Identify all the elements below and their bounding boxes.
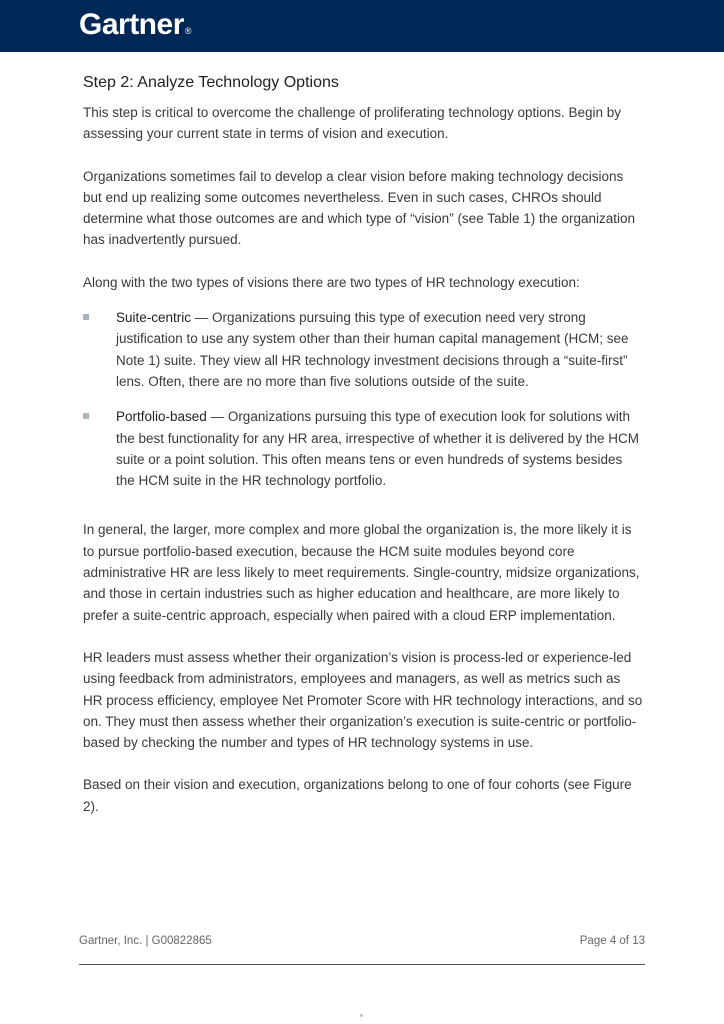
footer-page-number: Page 4 of 13 — [579, 935, 645, 947]
bullet-text: — Organizations pursuing this type of execution need very strong justification to use any system other than their human capital management (HCM; see Note 1) suite. They view all HR technology investment decisions through a “suite-first” lens. Often, there are no more than five solutions outside of the suite. — [116, 310, 629, 389]
page-marker-dot — [360, 1014, 363, 1017]
header-bar — [0, 0, 724, 52]
list-item — [83, 406, 643, 491]
paragraph: Along with the two types of visions there are two types of HR technology execution: — [83, 274, 580, 290]
paragraph: This step is critical to overcome the challenge of proliferating technology options. Begin by assessing your current state in terms of vision and execution. — [83, 105, 622, 142]
paragraph: In general, the larger, more complex and more global the organization is, the more likely it is to pursue portfolio-based execution, because the HCM suite modules beyond core administrative HR are less likely to meet requirements. Single-country, midsize organizations, and those in certain industries such as higher education and healthcare, are more likely to prefer a suite-centric approach, especially when paired with a cloud ERP implementation. — [83, 522, 640, 623]
paragraph: Based on their vision and execution, organizations belong to one of four cohorts (see Figure 2). — [83, 777, 632, 814]
bullet-term: Suite-centric — [116, 310, 192, 326]
logo-text: Gartner — [79, 8, 184, 41]
bullet-term: Portfolio-based — [116, 409, 207, 425]
registered-mark: ® — [184, 26, 192, 36]
bullet-text: — Organizations pursuing this type of execution look for solutions with the best functionality for any HR area, irrespective of whether it is delivered by the HCM suite or a point solution. This often means tens or even hundreds of systems besides the HCM suite in the HR technology portfolio. — [116, 409, 639, 489]
page-footer — [79, 935, 645, 965]
paragraph: Organizations sometimes fail to develop a clear vision before making technology decisions but end up realizing some outcomes nevertheless. Even in such cases, CHROs should determine what those outcomes are and which type of “vision” (see Table 1) the organization has inadvertently pursued. — [83, 168, 636, 248]
footer-document-id: Gartner, Inc. | G00822865 — [79, 935, 212, 947]
document-body — [83, 70, 643, 838]
gartner-logo — [79, 8, 191, 42]
list-item — [83, 307, 643, 392]
square-bullet-icon — [83, 314, 89, 320]
execution-types-list — [83, 307, 643, 491]
square-bullet-icon — [83, 413, 89, 419]
section-heading: Step 2: Analyze Technology Options — [83, 74, 339, 91]
paragraph: HR leaders must assess whether their organization’s vision is process-led or experience-led using feedback from administrators, employees and managers, as well as metrics such as HR process efficiency, employee Net Promoter Score with HR technology interactions, and so on. They must then assess whether their organization’s execution is suite-centric or portfolio-based by checking the number and types of HR technology systems in use. — [83, 649, 643, 751]
